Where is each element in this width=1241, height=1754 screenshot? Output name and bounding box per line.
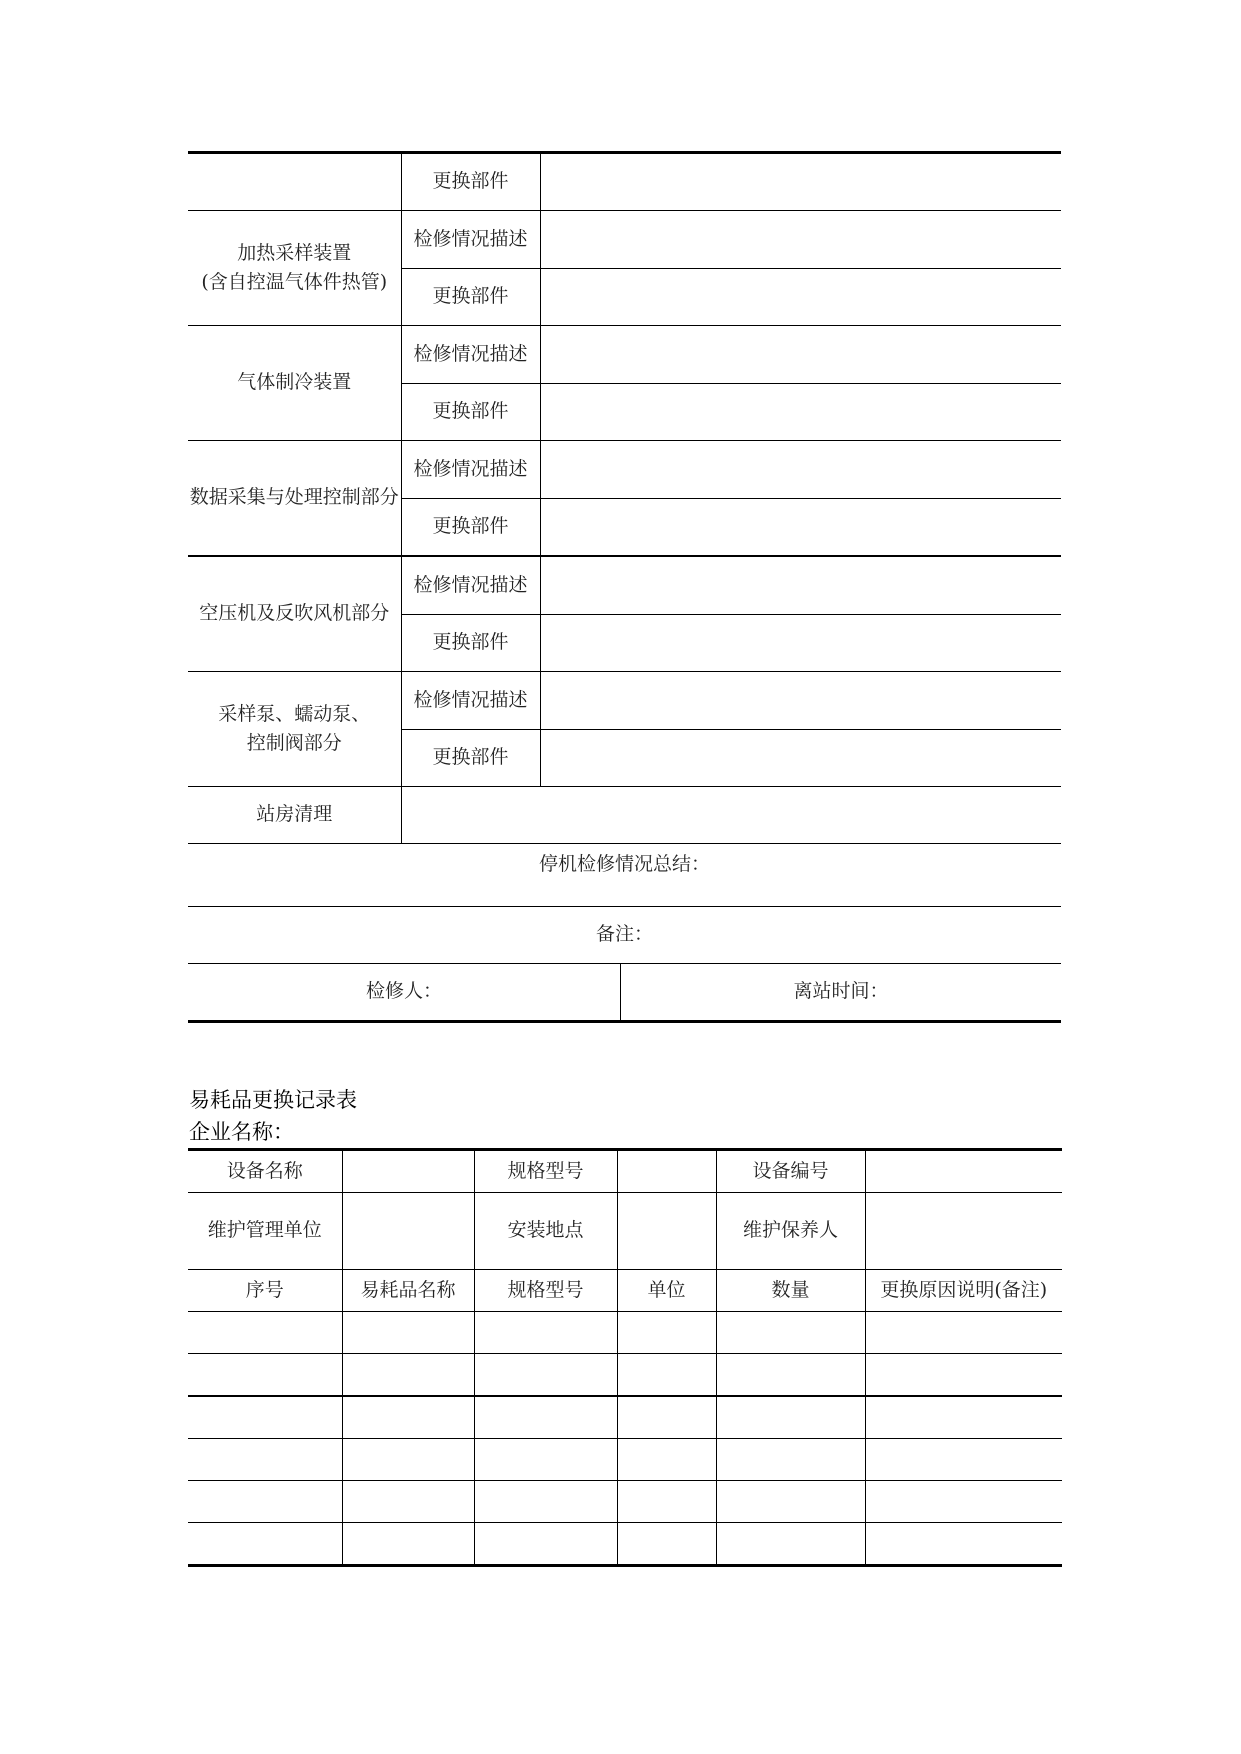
table-cell[interactable] [188, 1312, 342, 1354]
replace-parts-value[interactable] [540, 499, 1061, 557]
table-header-row [188, 1270, 1062, 1312]
maint-person-value[interactable] [865, 1193, 1062, 1270]
section-name-line1: 空压机及反吹风机部分 [199, 602, 390, 625]
inspection-description-value[interactable] [540, 326, 1061, 384]
inspection-description-value[interactable] [540, 441, 1061, 499]
table-row [188, 1481, 1062, 1523]
table-cell[interactable] [865, 1523, 1062, 1566]
replace-parts-value[interactable] [540, 730, 1061, 787]
device-no-label: 设备编号 [716, 1150, 865, 1193]
table-cell[interactable] [474, 1481, 617, 1523]
leave-time-label[interactable]: 离站时间： [793, 980, 889, 1003]
column-header: 单位 [617, 1270, 716, 1312]
section-name-line2: (含自控温气体件热管) [201, 271, 388, 293]
table-row [188, 441, 1061, 499]
device-name-value[interactable] [342, 1150, 474, 1193]
table-cell[interactable] [474, 1312, 617, 1354]
section-name-line1: 采样泵、蠕动泵、 [218, 702, 371, 725]
table-cell[interactable] [865, 1439, 1062, 1481]
table-cell[interactable] [716, 1312, 865, 1354]
table-cell[interactable] [342, 1481, 474, 1523]
section-name-line1: 加热采样装置 [237, 241, 352, 264]
section-name-cell [188, 211, 401, 326]
inspection-description-label: 检修情况描述 [401, 556, 540, 615]
signature-row [188, 964, 1061, 1022]
inspection-description-value[interactable] [540, 211, 1061, 269]
table-cell[interactable] [716, 1396, 865, 1439]
table-cell[interactable] [342, 1523, 474, 1566]
inspection-description-label: 检修情况描述 [401, 672, 540, 730]
inspection-description-value[interactable] [540, 556, 1061, 615]
maint-person-label: 维护保养人 [716, 1193, 865, 1270]
column-header: 更换原因说明(备注) [865, 1270, 1062, 1312]
device-name-label: 设备名称 [188, 1150, 342, 1193]
table-cell[interactable] [188, 1354, 342, 1397]
table-cell[interactable] [342, 1396, 474, 1439]
replace-parts-value[interactable] [540, 153, 1061, 211]
table-cell[interactable] [188, 1439, 342, 1481]
inspection-description-label: 检修情况描述 [401, 211, 540, 269]
table-cell[interactable] [474, 1439, 617, 1481]
table-cell[interactable] [188, 1396, 342, 1439]
column-header: 序号 [188, 1270, 342, 1312]
device-no-value[interactable] [865, 1150, 1062, 1193]
table-row [188, 844, 1061, 907]
replace-parts-value[interactable] [540, 384, 1061, 441]
station-cleaning-label: 站房清理 [188, 787, 401, 844]
table-row [188, 1193, 1062, 1270]
table-cell[interactable] [474, 1354, 617, 1397]
column-header: 规格型号 [474, 1270, 617, 1312]
summary-label[interactable]: 停机检修情况总结： [188, 844, 1061, 907]
replace-parts-label: 更换部件 [401, 615, 540, 672]
table-cell[interactable] [716, 1439, 865, 1481]
column-header: 易耗品名称 [342, 1270, 474, 1312]
inspection-description-label: 检修情况描述 [401, 441, 540, 499]
table-row [188, 1439, 1062, 1481]
table-row [188, 1312, 1062, 1354]
maint-unit-value[interactable] [342, 1193, 474, 1270]
table-cell[interactable] [188, 1481, 342, 1523]
replace-parts-value[interactable] [540, 615, 1061, 672]
section-name-cell [188, 556, 401, 672]
replace-parts-label: 更换部件 [401, 730, 540, 787]
table-cell[interactable] [865, 1312, 1062, 1354]
install-site-value[interactable] [617, 1193, 716, 1270]
table-cell[interactable] [474, 1396, 617, 1439]
spec-model-value[interactable] [617, 1150, 716, 1193]
table-cell[interactable] [716, 1481, 865, 1523]
table-row [188, 153, 1061, 211]
table-row [188, 326, 1061, 384]
section-name-line1: 气体制冷装置 [237, 371, 352, 394]
column-header: 数量 [716, 1270, 865, 1312]
section-name-cell [188, 672, 401, 787]
section-name-line1: 数据采集与处理控制部分 [189, 486, 399, 509]
table-cell[interactable] [716, 1523, 865, 1566]
section-name-cell [188, 326, 401, 441]
table-cell[interactable] [716, 1354, 865, 1397]
replace-parts-label: 更换部件 [401, 153, 540, 211]
spec-model-label: 规格型号 [474, 1150, 617, 1193]
replace-parts-value[interactable] [540, 269, 1061, 326]
replace-parts-label: 更换部件 [401, 269, 540, 326]
table-cell[interactable] [342, 1354, 474, 1397]
table-row [188, 672, 1061, 730]
replace-parts-label: 更换部件 [401, 384, 540, 441]
table-row [188, 1354, 1062, 1397]
table-row [188, 907, 1061, 964]
table-cell[interactable] [617, 1481, 716, 1523]
table-row [188, 1150, 1062, 1193]
table-cell[interactable] [865, 1354, 1062, 1397]
maint-unit-label: 维护管理单位 [188, 1193, 342, 1270]
table-cell[interactable] [617, 1523, 716, 1566]
section-name-cell [188, 441, 401, 557]
company-name-label: 企业名称： [189, 1120, 294, 1144]
section-name-cell [188, 153, 401, 211]
table-row [188, 787, 1061, 844]
remarks-label[interactable]: 备注： [188, 907, 1061, 964]
inspection-description-label: 检修情况描述 [401, 326, 540, 384]
install-site-label: 安装地点 [474, 1193, 617, 1270]
maintenance-table [188, 151, 1061, 1023]
station-cleaning-value[interactable] [401, 787, 1061, 844]
table-cell[interactable] [188, 1523, 342, 1566]
table-cell[interactable] [617, 1312, 716, 1354]
table-cell[interactable] [342, 1439, 474, 1481]
table-row [188, 964, 1061, 1022]
table-cell[interactable] [865, 1396, 1062, 1439]
replace-parts-label: 更换部件 [401, 499, 540, 557]
table-cell[interactable] [474, 1523, 617, 1566]
inspector-label[interactable]: 检修人： [188, 964, 621, 1020]
table-cell[interactable] [865, 1481, 1062, 1523]
table-row [188, 211, 1061, 269]
consumables-table [188, 1148, 1062, 1567]
table-cell[interactable] [342, 1312, 474, 1354]
inspection-description-value[interactable] [540, 672, 1061, 730]
table-cell[interactable] [617, 1396, 716, 1439]
table-cell[interactable] [617, 1439, 716, 1481]
section-name-line2: 控制阀部分 [246, 732, 342, 754]
table-row [188, 1523, 1062, 1566]
table-row [188, 1396, 1062, 1439]
table-cell[interactable] [617, 1354, 716, 1397]
table-row [188, 556, 1061, 615]
consumables-title: 易耗品更换记录表 [189, 1088, 357, 1112]
